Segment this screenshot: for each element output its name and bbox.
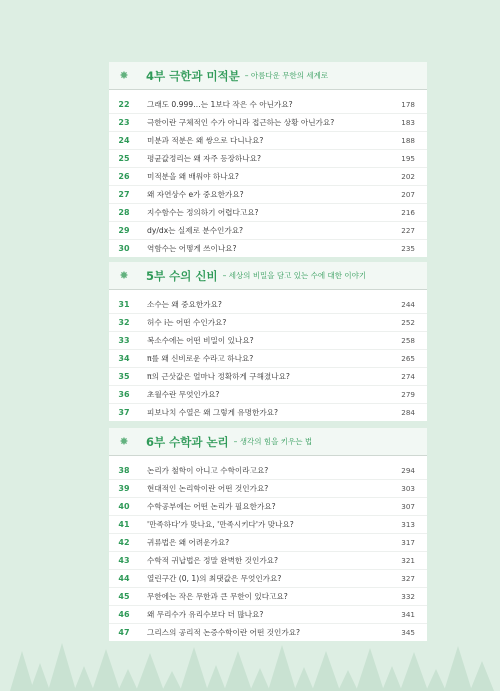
star-burst-icon: ✸: [119, 435, 129, 448]
part-subtitle: – 세상의 비밀을 담고 있는 수에 대한 이야기: [222, 271, 367, 280]
chapter-number: 22: [118, 100, 130, 109]
chapter-number: 40: [118, 502, 130, 511]
toc-row[interactable]: [109, 552, 427, 570]
chapter-title: 허수 i는 어떤 수인가요?: [147, 318, 227, 327]
star-burst-icon: ✸: [119, 269, 129, 282]
chapter-number: 32: [118, 318, 130, 327]
page-number: 332: [401, 592, 415, 601]
part-title: 6부 수학과 논리: [146, 434, 229, 449]
page-number: 207: [401, 190, 415, 199]
section-header: [109, 428, 427, 456]
section-header: [109, 262, 427, 290]
toc-list: [109, 290, 427, 421]
chapter-number: 38: [118, 466, 130, 475]
page-number: 274: [401, 372, 415, 381]
toc-row[interactable]: [109, 332, 427, 350]
page-number: 303: [401, 484, 415, 493]
chapter-number: 36: [118, 390, 130, 399]
toc-section-4: [109, 62, 427, 257]
chapter-title: 그리스의 공리적 논증수학이란 어떤 것인가요?: [147, 628, 301, 637]
toc-row[interactable]: [109, 132, 427, 150]
chapter-title: 복소수에는 어떤 비밀이 있나요?: [147, 336, 254, 345]
part-subtitle: – 생각의 힘을 키우는 법: [233, 437, 313, 446]
chapter-title: π의 근삿값은 얼마나 정확하게 구해졌나요?: [147, 372, 290, 381]
toc-row[interactable]: [109, 204, 427, 222]
toc-row[interactable]: [109, 570, 427, 588]
chapter-number: 45: [118, 592, 130, 601]
toc-row[interactable]: [109, 114, 427, 132]
chapter-number: 47: [118, 628, 130, 637]
chapter-title: 평균값정리는 왜 자주 등장하나요?: [147, 154, 261, 163]
pine-trees-illustration: [0, 621, 500, 691]
page-number: 265: [401, 354, 415, 363]
chapter-number: 35: [118, 372, 130, 381]
toc-row[interactable]: [109, 368, 427, 386]
chapter-title: 수학적 귀납법은 정말 완벽한 것인가요?: [147, 556, 279, 565]
page-number: 258: [401, 336, 415, 345]
toc-row[interactable]: [109, 404, 427, 421]
chapter-title: 피보나치 수열은 왜 그렇게 유명한가요?: [147, 408, 279, 417]
toc-section-6: [109, 428, 427, 641]
chapter-number: 27: [118, 190, 130, 199]
page-number: 341: [401, 610, 415, 619]
page-number: 279: [401, 390, 415, 399]
page-number: 195: [401, 154, 415, 163]
toc-row[interactable]: [109, 480, 427, 498]
page-number: 321: [401, 556, 415, 565]
star-burst-icon: ✸: [119, 69, 129, 82]
chapter-title: 왜 무리수가 유리수보다 더 많나요?: [147, 610, 264, 619]
toc-row[interactable]: [109, 462, 427, 480]
page-number: 327: [401, 574, 415, 583]
chapter-title: dy/dx는 실제로 분수인가요?: [147, 226, 244, 235]
chapter-number: 37: [118, 408, 130, 417]
chapter-number: 34: [118, 354, 130, 363]
page-number: 235: [401, 244, 415, 253]
toc-row[interactable]: [109, 588, 427, 606]
toc-row[interactable]: [109, 150, 427, 168]
chapter-number: 33: [118, 336, 130, 345]
page-number: 183: [401, 118, 415, 127]
chapter-number: 44: [118, 574, 130, 583]
chapter-number: 46: [118, 610, 130, 619]
page-number: 216: [401, 208, 415, 217]
chapter-number: 23: [118, 118, 130, 127]
chapter-title: 미분과 적분은 왜 쌍으로 다니나요?: [147, 136, 264, 145]
chapter-title: 그래도 0.999…는 1보다 작은 수 아닌가요?: [147, 100, 293, 109]
toc-row[interactable]: [109, 240, 427, 257]
chapter-number: 26: [118, 172, 130, 181]
toc-list: [109, 456, 427, 641]
chapter-number: 25: [118, 154, 130, 163]
chapter-number: 31: [118, 300, 130, 309]
toc-row[interactable]: [109, 314, 427, 332]
toc-row[interactable]: [109, 498, 427, 516]
page-number: 227: [401, 226, 415, 235]
chapter-number: 30: [118, 244, 130, 253]
chapter-title: 초월수란 무엇인가요?: [147, 390, 220, 399]
page-number: 307: [401, 502, 415, 511]
page-number: 244: [401, 300, 415, 309]
chapter-title: 수학공부에는 어떤 논리가 필요한가요?: [147, 502, 276, 511]
part-title: 4부 극한과 미적분: [146, 68, 240, 83]
toc-row[interactable]: [109, 186, 427, 204]
chapter-title: 지수함수는 정의하기 어렵다고요?: [147, 208, 259, 217]
page-number: 252: [401, 318, 415, 327]
chapter-title: 무한에는 작은 무한과 큰 무한이 있다고요?: [147, 592, 288, 601]
chapter-title: 현대적인 논리학이란 어떤 것인가요?: [147, 484, 269, 493]
page-number: 188: [401, 136, 415, 145]
page-number: 284: [401, 408, 415, 417]
chapter-number: 43: [118, 556, 130, 565]
chapter-title: 왜 자연상수 e가 중요한가요?: [147, 190, 244, 199]
page-number: 178: [401, 100, 415, 109]
chapter-number: 39: [118, 484, 130, 493]
toc-row[interactable]: [109, 516, 427, 534]
toc-row[interactable]: [109, 386, 427, 404]
chapter-number: 24: [118, 136, 130, 145]
page-number: 294: [401, 466, 415, 475]
chapter-number: 29: [118, 226, 130, 235]
part-title: 5부 수의 신비: [146, 268, 218, 283]
toc-row[interactable]: [109, 296, 427, 314]
chapter-title: 논리가 철학이 아니고 수학이라고요?: [147, 466, 269, 475]
chapter-title: '만족하다'가 맞나요, '만족시키다'가 맞나요?: [147, 520, 294, 529]
toc-row[interactable]: [109, 222, 427, 240]
chapter-number: 28: [118, 208, 130, 217]
chapter-title: 미적분을 왜 배워야 하나요?: [147, 172, 239, 181]
page-number: 313: [401, 520, 415, 529]
chapter-number: 42: [118, 538, 130, 547]
chapter-title: 극한이란 구체적인 수가 아니라 접근하는 상황 아닌가요?: [147, 118, 335, 127]
chapter-title: π를 왜 신비로운 수라고 하나요?: [147, 354, 254, 363]
page-number: 317: [401, 538, 415, 547]
page-number: 345: [401, 628, 415, 637]
chapter-title: 소수는 왜 중요한가요?: [147, 300, 222, 309]
toc-section-5: [109, 262, 427, 421]
page-number: 202: [401, 172, 415, 181]
chapter-title: 귀류법은 왜 어려운가요?: [147, 538, 230, 547]
chapter-title: 열린구간 (0, 1)의 최댓값은 무엇인가요?: [147, 574, 282, 583]
chapter-title: 역함수는 어떻게 쓰이나요?: [147, 244, 237, 253]
part-subtitle: – 아름다운 무한의 세계로: [244, 71, 329, 80]
toc-row[interactable]: [109, 534, 427, 552]
chapter-number: 41: [118, 520, 130, 529]
toc-row[interactable]: [109, 350, 427, 368]
toc-list: [109, 90, 427, 257]
toc-row[interactable]: [109, 96, 427, 114]
section-header: [109, 62, 427, 90]
toc-row[interactable]: [109, 168, 427, 186]
